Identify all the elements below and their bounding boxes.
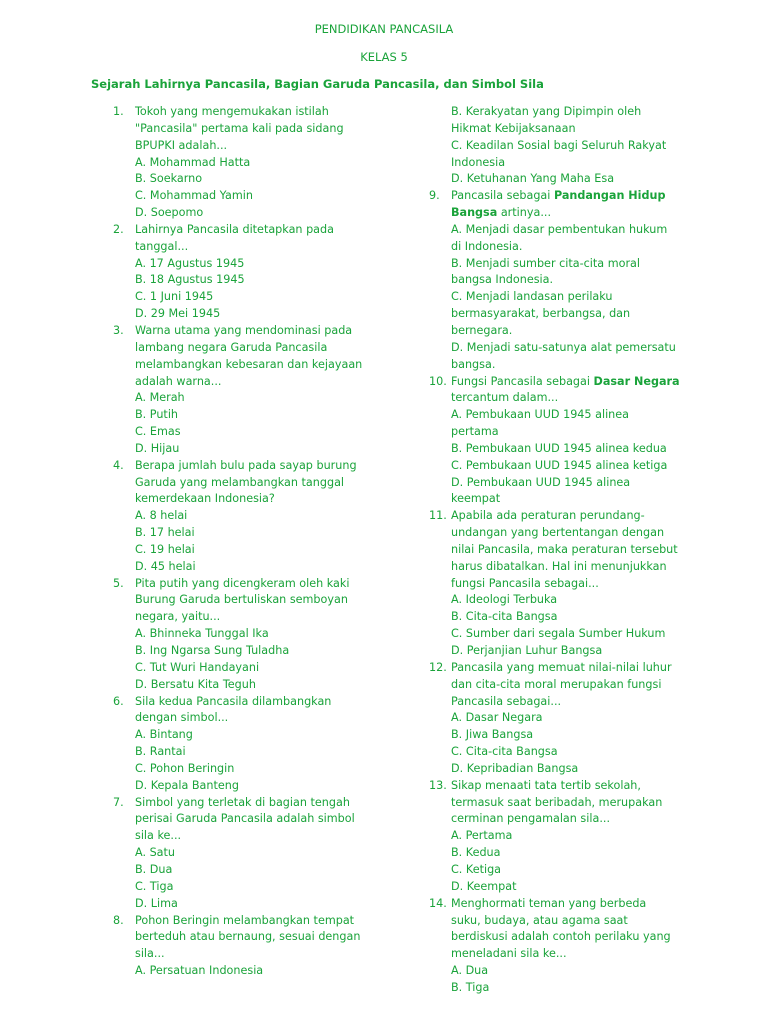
question-text-line: melambangkan kebesaran dan kejayaan	[135, 357, 363, 371]
answer-option: A. Pembukaan UUD 1945 alinea	[451, 408, 630, 422]
answer-option: bangsa.	[451, 357, 496, 371]
answer-option: C. Emas	[135, 425, 181, 439]
question-text-line: BPUPKI adalah...	[135, 138, 228, 152]
question-text-line: dan cita-cita moral merupakan fungsi	[451, 677, 662, 691]
answer-option: B. Tiga	[451, 980, 490, 994]
question-text	[135, 913, 373, 964]
answer-option: B. Putih	[135, 408, 179, 422]
question-text-line: Sila kedua Pancasila dilambangkan	[135, 694, 332, 708]
question-text-prefix: Pancasila sebagai	[451, 189, 554, 203]
answer-option: A. Dasar Negara	[451, 711, 543, 725]
answer-option: B. Dua	[135, 862, 173, 876]
question-text	[135, 576, 373, 627]
answer-option: A. Ideologi Terbuka	[451, 593, 558, 607]
class-label: KELAS 5	[360, 50, 408, 64]
answer-option: D. Ketuhanan Yang Maha Esa	[451, 172, 615, 186]
question-number: 4.	[113, 458, 124, 472]
question-number: 13.	[429, 778, 447, 792]
answer-option: C. Tut Wuri Handayani	[135, 660, 260, 674]
question-text-line: Tokoh yang mengemukakan istilah	[135, 105, 329, 118]
right-questions-list	[429, 508, 689, 996]
question-7	[113, 795, 373, 846]
question-2	[113, 222, 373, 256]
question-number: 2.	[113, 222, 124, 236]
question-text-line: Burung Garuda bertuliskan semboyan	[135, 593, 348, 607]
answer-option: D. Keempat	[451, 879, 517, 893]
question-text-line: harus dibatalkan. Hal ini menunjukkan	[451, 559, 667, 573]
answer-option: bangsa Indonesia.	[451, 273, 554, 287]
question-text	[451, 508, 689, 592]
question-number: 11.	[429, 509, 447, 523]
question-text-line: tercantum dalam...	[451, 391, 559, 405]
answer-option: D. Bersatu Kita Teguh	[135, 677, 256, 691]
question-text	[451, 896, 689, 963]
question-text-line: Apabila ada peraturan perundang-	[451, 509, 645, 523]
question-text-line: termasuk saat beribadah, merupakan	[451, 795, 663, 809]
answer-option: B. Cita-cita Bangsa	[451, 610, 558, 624]
answer-option: C. Cita-cita Bangsa	[451, 745, 558, 759]
question-emphasis: Dasar Negara	[593, 374, 680, 388]
question-text-line: Warna utama yang mendominasi pada	[135, 323, 353, 337]
question-number: 3.	[113, 323, 124, 337]
question-text-line: suku, budaya, atau agama saat	[451, 913, 628, 927]
question-11	[429, 508, 689, 592]
answer-option: D. Hijau	[135, 441, 180, 455]
question-text-line: kemerdekaan Indonesia?	[135, 492, 275, 506]
question-emphasis: Pandangan Hidup	[553, 189, 666, 203]
question-text-line: Sikap menaati tata tertib sekolah,	[451, 778, 641, 792]
answer-option: C. Pohon Beringin	[135, 761, 235, 775]
question-text	[135, 458, 373, 509]
answer-option: B. Jiwa Bangsa	[451, 728, 534, 742]
question-text-line: sila ke...	[135, 829, 182, 843]
question-13	[429, 778, 689, 829]
question-6	[113, 694, 373, 728]
question-text-line: meneladani sila ke...	[451, 947, 567, 961]
question-text	[451, 188, 689, 222]
answer-option: pertama	[451, 425, 499, 439]
question-text-line: Pancasila sebagai...	[451, 694, 562, 708]
question-text-line: "Pancasila" pertama kali pada sidang	[135, 121, 344, 135]
answer-option: C. Sumber dari segala Sumber Hukum	[451, 627, 666, 641]
answer-option: A. Pertama	[451, 829, 513, 843]
answer-option: C. 19 helai	[135, 542, 195, 556]
question-number: 8.	[113, 913, 124, 927]
answer-option: A. 8 helai	[135, 509, 188, 523]
question-text-line: Pancasila yang memuat nilai-nilai luhur	[451, 660, 672, 674]
section-subtitle: Sejarah Lahirnya Pancasila, Bagian Garuda Pancasila, dan Simbol Sila	[91, 77, 544, 91]
answer-option: B. 18 Agustus 1945	[135, 273, 245, 287]
answer-option: B. Ing Ngarsa Sung Tuladha	[135, 644, 290, 657]
question-text-line: Menghormati teman yang berbeda	[451, 896, 647, 910]
answer-option: A. Menjadi dasar pembentukan hukum	[451, 222, 668, 236]
answer-option: A. Dua	[451, 964, 489, 978]
question-text	[135, 323, 373, 390]
question-text-line: berdiskusi adalah contoh perilaku yang	[451, 930, 671, 944]
question-number: 10.	[429, 374, 447, 388]
answer-option: A. Merah	[135, 391, 185, 405]
question-1	[113, 104, 373, 155]
answer-option: D. Soepomo	[135, 206, 204, 220]
answer-option: D. Kepala Banteng	[135, 778, 239, 792]
question-5	[113, 576, 373, 627]
question-14	[429, 896, 689, 963]
answer-option: A. 17 Agustus 1945	[135, 256, 245, 270]
answer-option: D. Perjanjian Luhur Bangsa	[451, 644, 603, 657]
right-question-column	[429, 104, 689, 997]
answer-option: B. Kerakyatan yang Dipimpin oleh	[451, 105, 642, 118]
question-text-line: Pohon Beringin melambangkan tempat	[135, 913, 355, 927]
answer-option: C. Keadilan Sosial bagi Seluruh Rakyat	[451, 138, 667, 152]
answer-option: C. Ketiga	[451, 862, 502, 876]
answer-option: Indonesia	[451, 155, 506, 169]
question-8	[113, 913, 373, 964]
question-number: 14.	[429, 896, 447, 910]
answer-option: B. 17 helai	[135, 526, 195, 540]
answer-option: Hikmat Kebijaksanaan	[451, 121, 576, 135]
answer-option: A. Satu	[135, 846, 176, 860]
answer-option: D. Kepribadian Bangsa	[451, 761, 579, 775]
question-number: 5.	[113, 576, 124, 590]
answer-option: B. Menjadi sumber cita-cita moral	[451, 256, 641, 270]
answer-option: A. Persatuan Indonesia	[135, 964, 264, 978]
question-text-line: Pita putih yang dicengkeram oleh kaki	[135, 576, 350, 590]
question-4	[113, 458, 373, 509]
answer-option: C. 1 Juni 1945	[135, 290, 214, 304]
left-question-column	[113, 104, 373, 980]
question-text-line: Simbol yang terletak di bagian tengah	[135, 795, 350, 809]
question-text-prefix: Fungsi Pancasila sebagai	[451, 374, 594, 388]
question-text-line: negara, yaitu...	[135, 610, 221, 624]
page-title: PENDIDIKAN PANCASILA	[314, 22, 454, 36]
question-9	[429, 188, 689, 222]
question-text-suffix: artinya...	[497, 206, 552, 220]
answer-option: D. Menjadi satu-satunya alat pemersatu	[451, 340, 676, 354]
question-number: 7.	[113, 795, 124, 809]
answer-option: C. Tiga	[135, 879, 174, 893]
answer-option: D. Pembukaan UUD 1945 alinea	[451, 475, 631, 489]
question-text-line: tanggal...	[135, 239, 189, 253]
question-10-options	[429, 407, 689, 508]
question-9-options	[429, 222, 689, 374]
answer-option: keempat	[451, 492, 501, 506]
question-text-line: Lahirnya Pancasila ditetapkan pada	[135, 222, 334, 236]
answer-option: D. 29 Mei 1945	[135, 307, 221, 321]
answer-option: B. Rantai	[135, 745, 186, 759]
question-text-line: berteduh atau bernaung, sesuai dengan	[135, 930, 361, 944]
question-8-options-continued	[429, 104, 689, 188]
answer-option: C. Menjadi landasan perilaku	[451, 290, 613, 304]
question-number: 1.	[113, 105, 124, 118]
question-text-line: sila...	[135, 947, 165, 961]
answer-option: C. Mohammad Yamin	[135, 189, 253, 203]
answer-option: D. Lima	[135, 896, 178, 910]
answer-option: B. Kedua	[451, 846, 501, 860]
question-text-line: adalah warna...	[135, 374, 222, 388]
answer-option: A. Bhinneka Tunggal Ika	[135, 627, 269, 641]
question-12	[429, 660, 689, 711]
question-text-line: nilai Pancasila, maka peraturan tersebut	[451, 542, 678, 556]
answer-option: bermasyarakat, berbangsa, dan	[451, 307, 631, 321]
question-text-line: Berapa jumlah bulu pada sayap burung	[135, 458, 357, 472]
answer-option: B. Pembukaan UUD 1945 alinea kedua	[451, 441, 667, 455]
answer-option: C. Pembukaan UUD 1945 alinea ketiga	[451, 458, 668, 472]
question-3	[113, 323, 373, 390]
question-number: 9.	[429, 189, 440, 203]
question-text	[451, 660, 689, 711]
question-text-line: lambang negara Garuda Pancasila	[135, 340, 328, 354]
question-text	[135, 694, 373, 728]
question-10	[429, 374, 689, 408]
question-text	[135, 795, 373, 846]
question-text	[135, 104, 373, 155]
question-text-line: fungsi Pancasila sebagai...	[451, 576, 599, 590]
question-number: 6.	[113, 694, 124, 708]
answer-option: A. Mohammad Hatta	[135, 155, 251, 169]
question-text-line: undangan yang bertentangan dengan	[451, 526, 665, 540]
answer-option: di Indonesia.	[451, 239, 523, 253]
question-number: 12.	[429, 660, 447, 674]
answer-option: A. Bintang	[135, 728, 193, 742]
question-text-line: perisai Garuda Pancasila adalah simbol	[135, 812, 355, 826]
question-text	[135, 222, 373, 256]
question-text-line: cerminan pengamalan sila...	[451, 812, 611, 826]
answer-option: B. Soekarno	[135, 172, 203, 186]
question-emphasis: Bangsa	[451, 206, 498, 220]
question-text-line: dengan simbol...	[135, 711, 229, 725]
answer-option: bernegara.	[451, 323, 513, 337]
question-text	[451, 374, 689, 408]
answer-option: D. 45 helai	[135, 559, 196, 573]
question-text-line: Garuda yang melambangkan tanggal	[135, 475, 345, 489]
question-text	[451, 778, 689, 829]
